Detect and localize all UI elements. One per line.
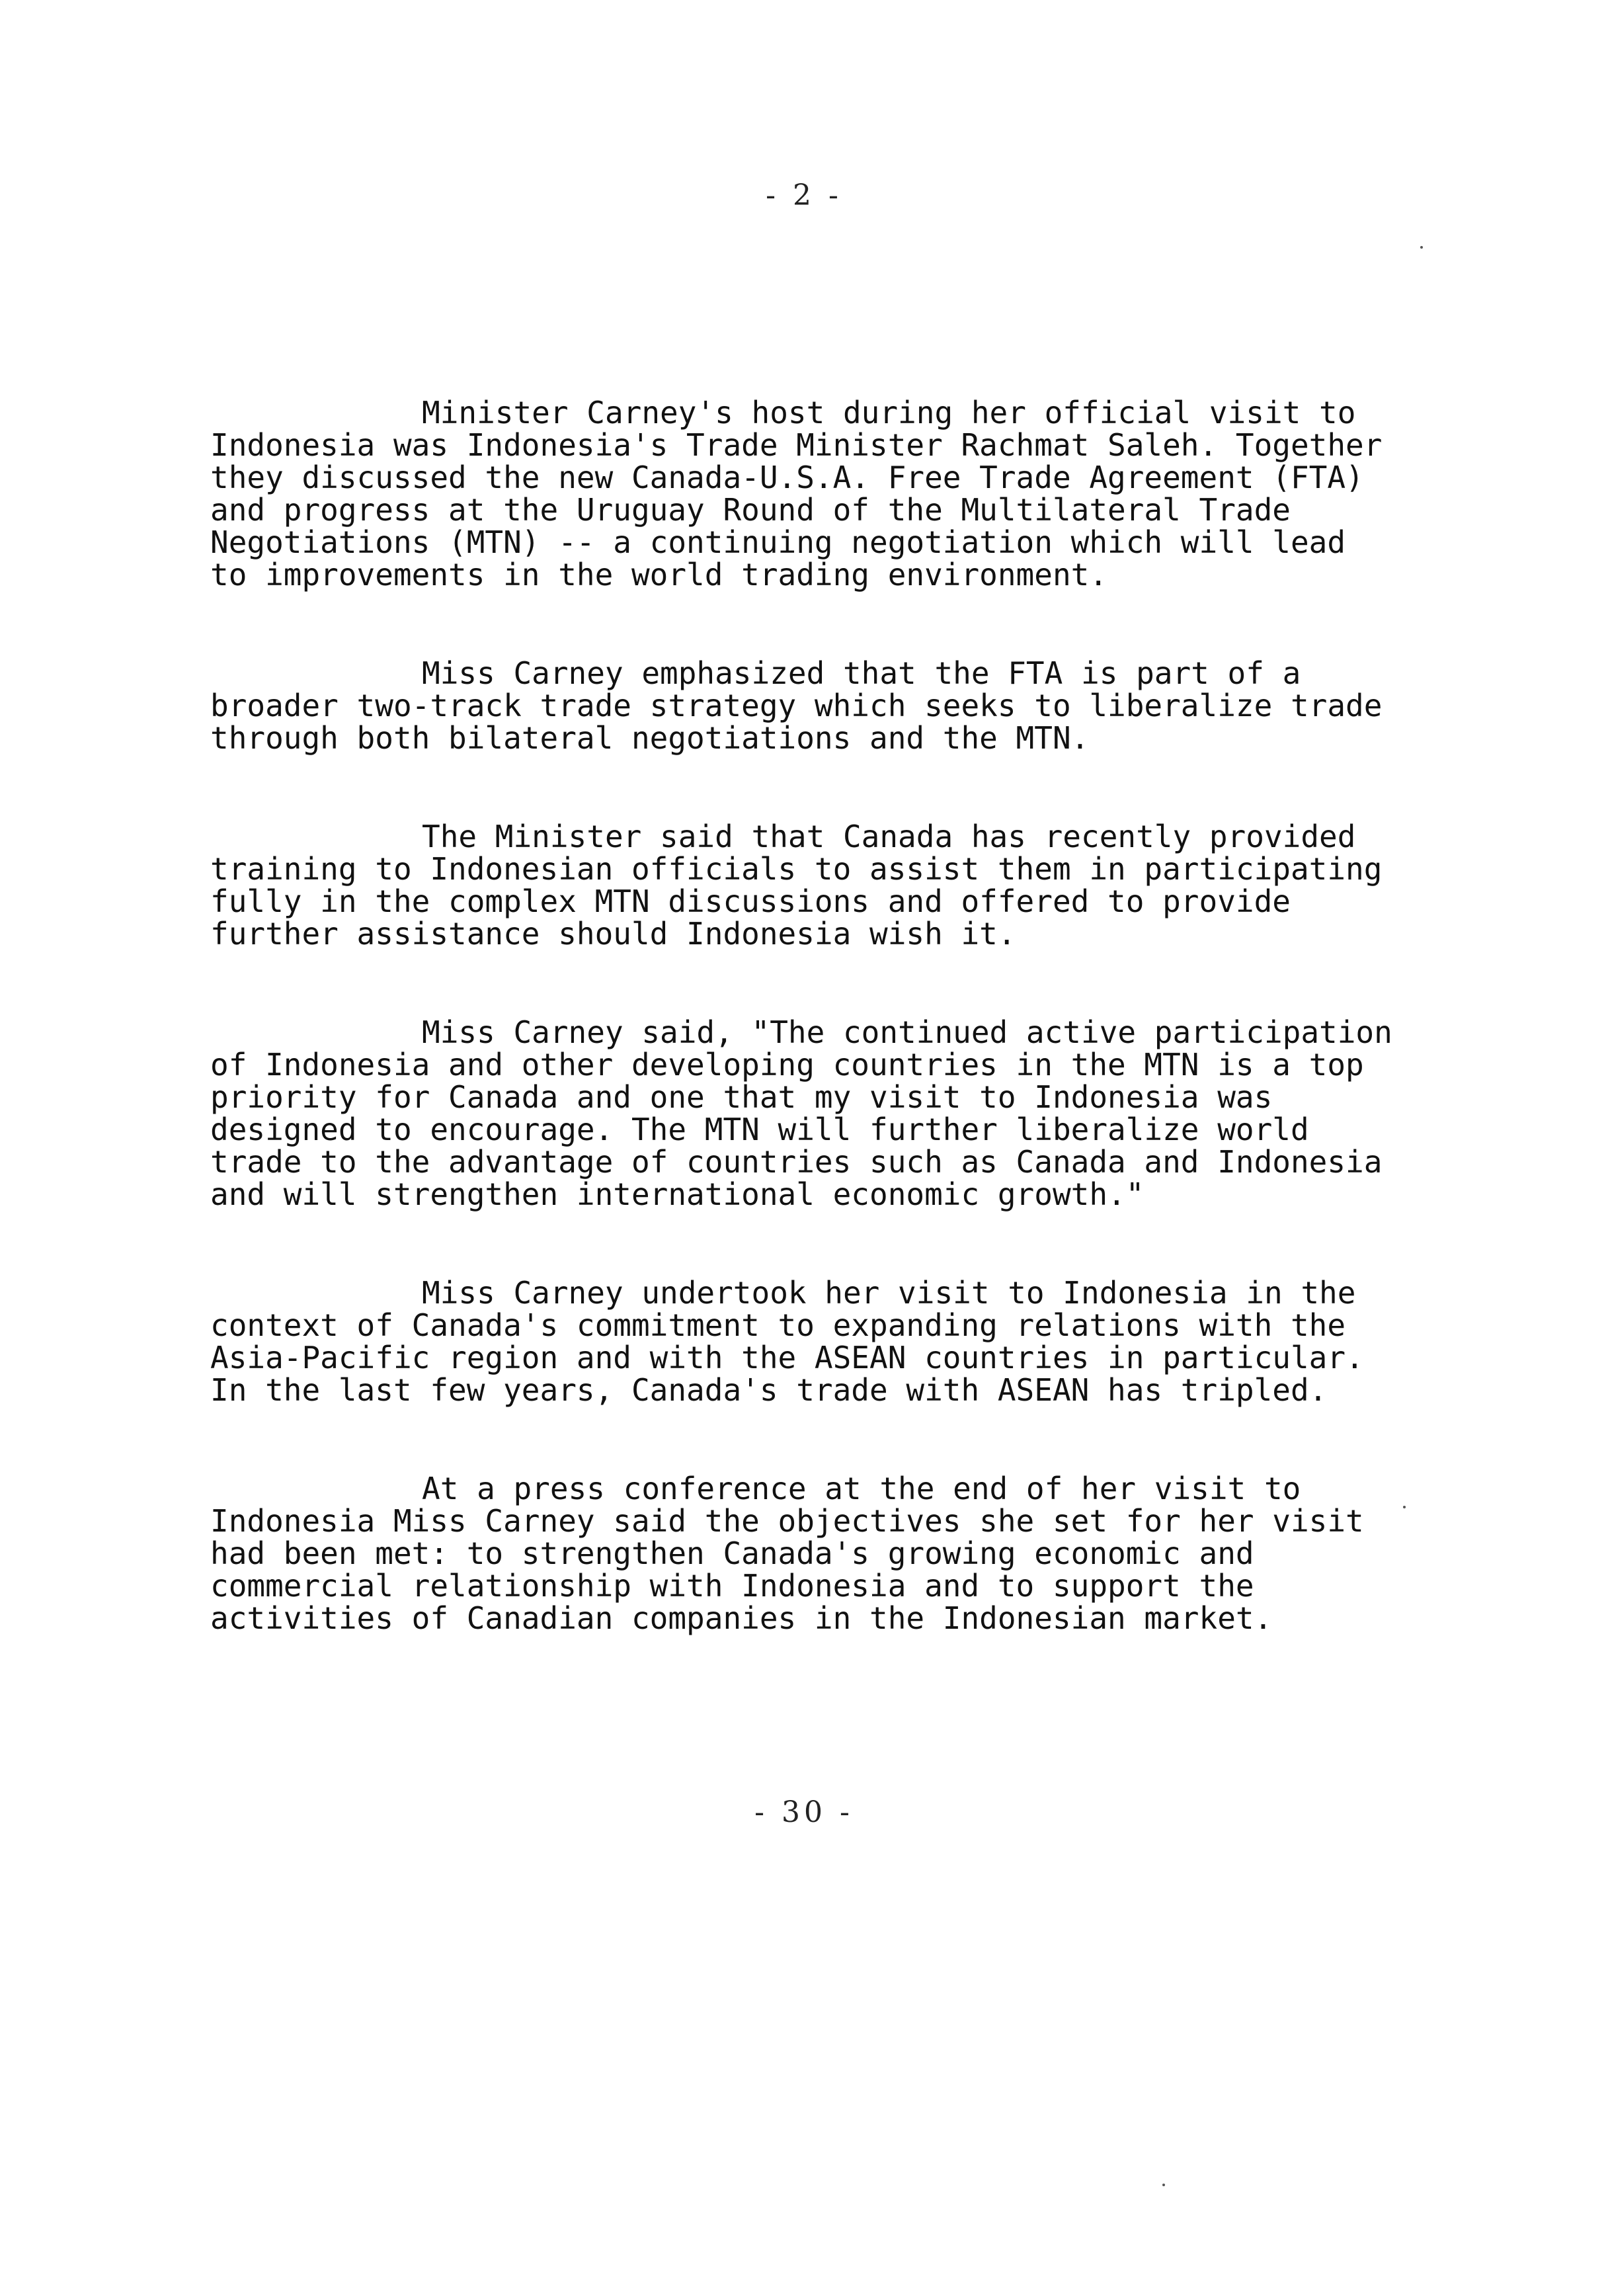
paragraph-press-conference: At a press conference at the end of her visit to Indonesia Miss Carney said the objectives she set for her visit had been met: to strengthen Canada's growing economic and commercial relationship with Indonesia and to support the activities of Canadian companies in the Indonesian market. <box>210 1471 1383 1636</box>
page-number-bottom: - 30 - <box>754 1795 854 1829</box>
scan-speck <box>1420 246 1423 249</box>
paragraph-quote: Miss Carney said, "The continued active participation of Indonesia and other developing countries in the MTN is a top priority for Canada and one that my visit to Indonesia was designed to encourage. The MTN will further liberalize world trade to the advantage of countries such as Canada and Indonesia and will strengthen international economic growth." <box>210 1014 1411 1212</box>
paragraph-training: The Minister said that Canada has recently provided training to Indonesian officials to assist them in participating fully in the complex MTN discussions and offered to provide further assistance should Indonesia wish it. <box>210 819 1401 952</box>
paragraph-fta-strategy: Miss Carney emphasized that the FTA is part of a broader two-track trade strategy which seeks to liberalize trade through both bilateral negotiations and the MTN. <box>210 655 1401 756</box>
paragraph-asean: Miss Carney undertook her visit to Indonesia in the context of Canada's commitment to expanding relations with the Asia-Pacific region and with the ASEAN countries in particular. In the last few years, Canada's trade with ASEAN has tripled. <box>210 1275 1383 1408</box>
document-body <box>210 395 1411 1701</box>
paragraph-host-visit: Minister Carney's host during her official visit to Indonesia was Indonesia's Trade Minister Rachmat Saleh. Together they discussed the new Canada-U.S.A. Free Trade Agreement (FTA) and progress at the Uruguay Round of the Multilateral Trade Negotiations (MTN) -- a continuing negotiation which will lead to improvements in the world trading environment. <box>210 395 1401 593</box>
scan-speck <box>1162 2184 1165 2186</box>
page-number-top: - 2 - <box>766 179 842 212</box>
scan-speck <box>1403 1506 1406 1508</box>
